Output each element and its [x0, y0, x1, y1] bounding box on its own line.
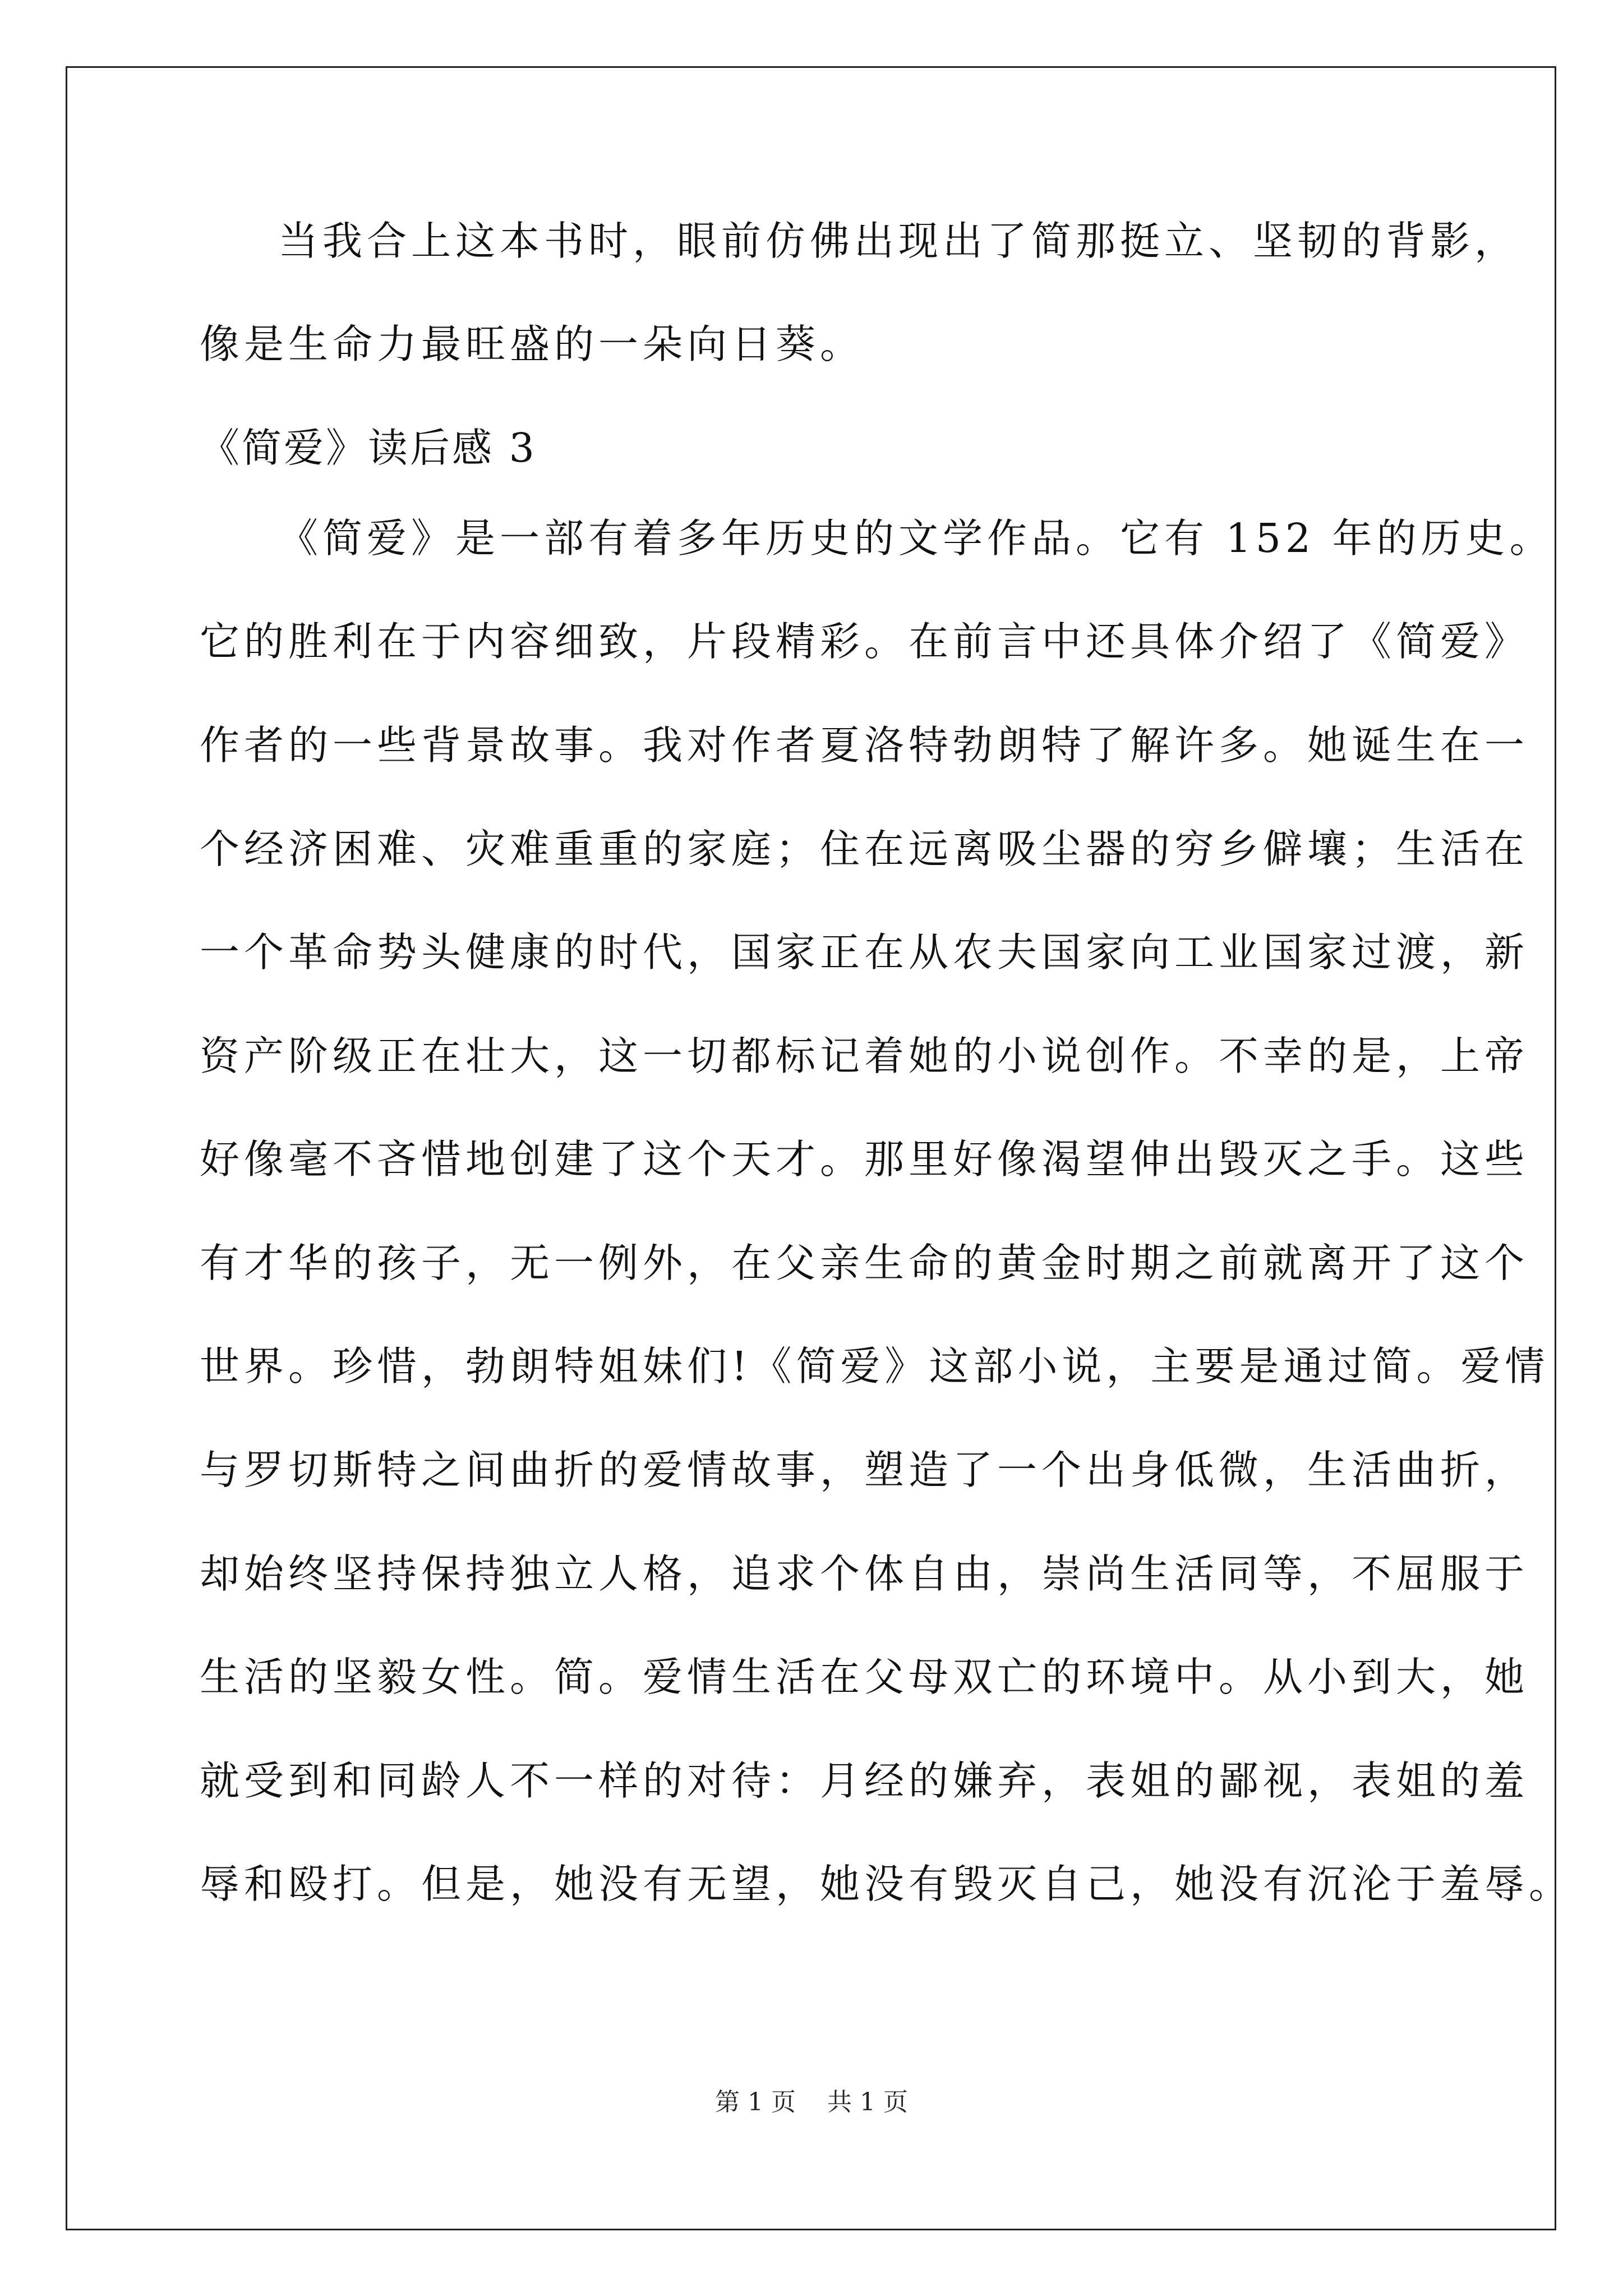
section-title: 《简爱》读后感 3: [200, 425, 537, 471]
intro-line-1: 当我合上这本书时，眼前仿佛出现出了简那挺立、坚韧的背影，: [278, 218, 1519, 264]
body-line-6: 资产阶级正在壮大，这一切都标记着她的小说创作。不幸的是，上帝: [200, 1033, 1529, 1079]
body-line-4: 个经济困难、灾难重重的家庭；住在远离吸尘器的穷乡僻壤；生活在: [200, 826, 1529, 872]
body-line-14: 辱和殴打。但是，她没有无望，她没有毁灭自己，她没有沉沦于羞辱。: [200, 1861, 1574, 1907]
page-total: 共 1 页: [827, 2088, 908, 2116]
body-line-11: 却始终坚持保持独立人格，追求个体自由，崇尚生活同等，不屈服于: [200, 1550, 1529, 1597]
body-line-13: 就受到和同龄人不一样的对待：月经的嫌弃，表姐的鄙视，表姐的羞: [200, 1757, 1529, 1804]
body-line-7: 好像毫不吝惜地创建了这个天才。那里好像渴望伸出毁灭之手。这些: [200, 1136, 1529, 1182]
body-line-9: 世界。珍惜，勃朗特姐妹们!《简爱》这部小说，主要是通过简。爱情: [200, 1343, 1550, 1389]
intro-line-2: 像是生命力最旺盛的一朵向日葵。: [200, 321, 865, 367]
body-line-1: 《简爱》是一部有着多年历史的文学作品。它有 152 年的历史。: [278, 515, 1554, 562]
page-number: 第 1 页: [715, 2088, 796, 2116]
body-line-10: 与罗切斯特之间曲折的爱情故事，塑造了一个出身低微，生活曲折，: [200, 1447, 1529, 1493]
body-line-5: 一个革命势头健康的时代，国家正在从农夫国家向工业国家过渡，新: [200, 929, 1529, 976]
page-footer: [0, 2086, 1623, 2119]
body-line-8: 有才华的孩子，无一例外，在父亲生命的黄金时期之前就离开了这个: [200, 1240, 1529, 1286]
body-line-12: 生活的坚毅女性。简。爱情生活在父母双亡的环境中。从小到大，她: [200, 1654, 1529, 1700]
body-line-2: 它的胜利在于内容细致，片段精彩。在前言中还具体介绍了《简爱》: [200, 618, 1529, 665]
body-line-3: 作者的一些背景故事。我对作者夏洛特勃朗特了解许多。她诞生在一: [200, 722, 1529, 769]
